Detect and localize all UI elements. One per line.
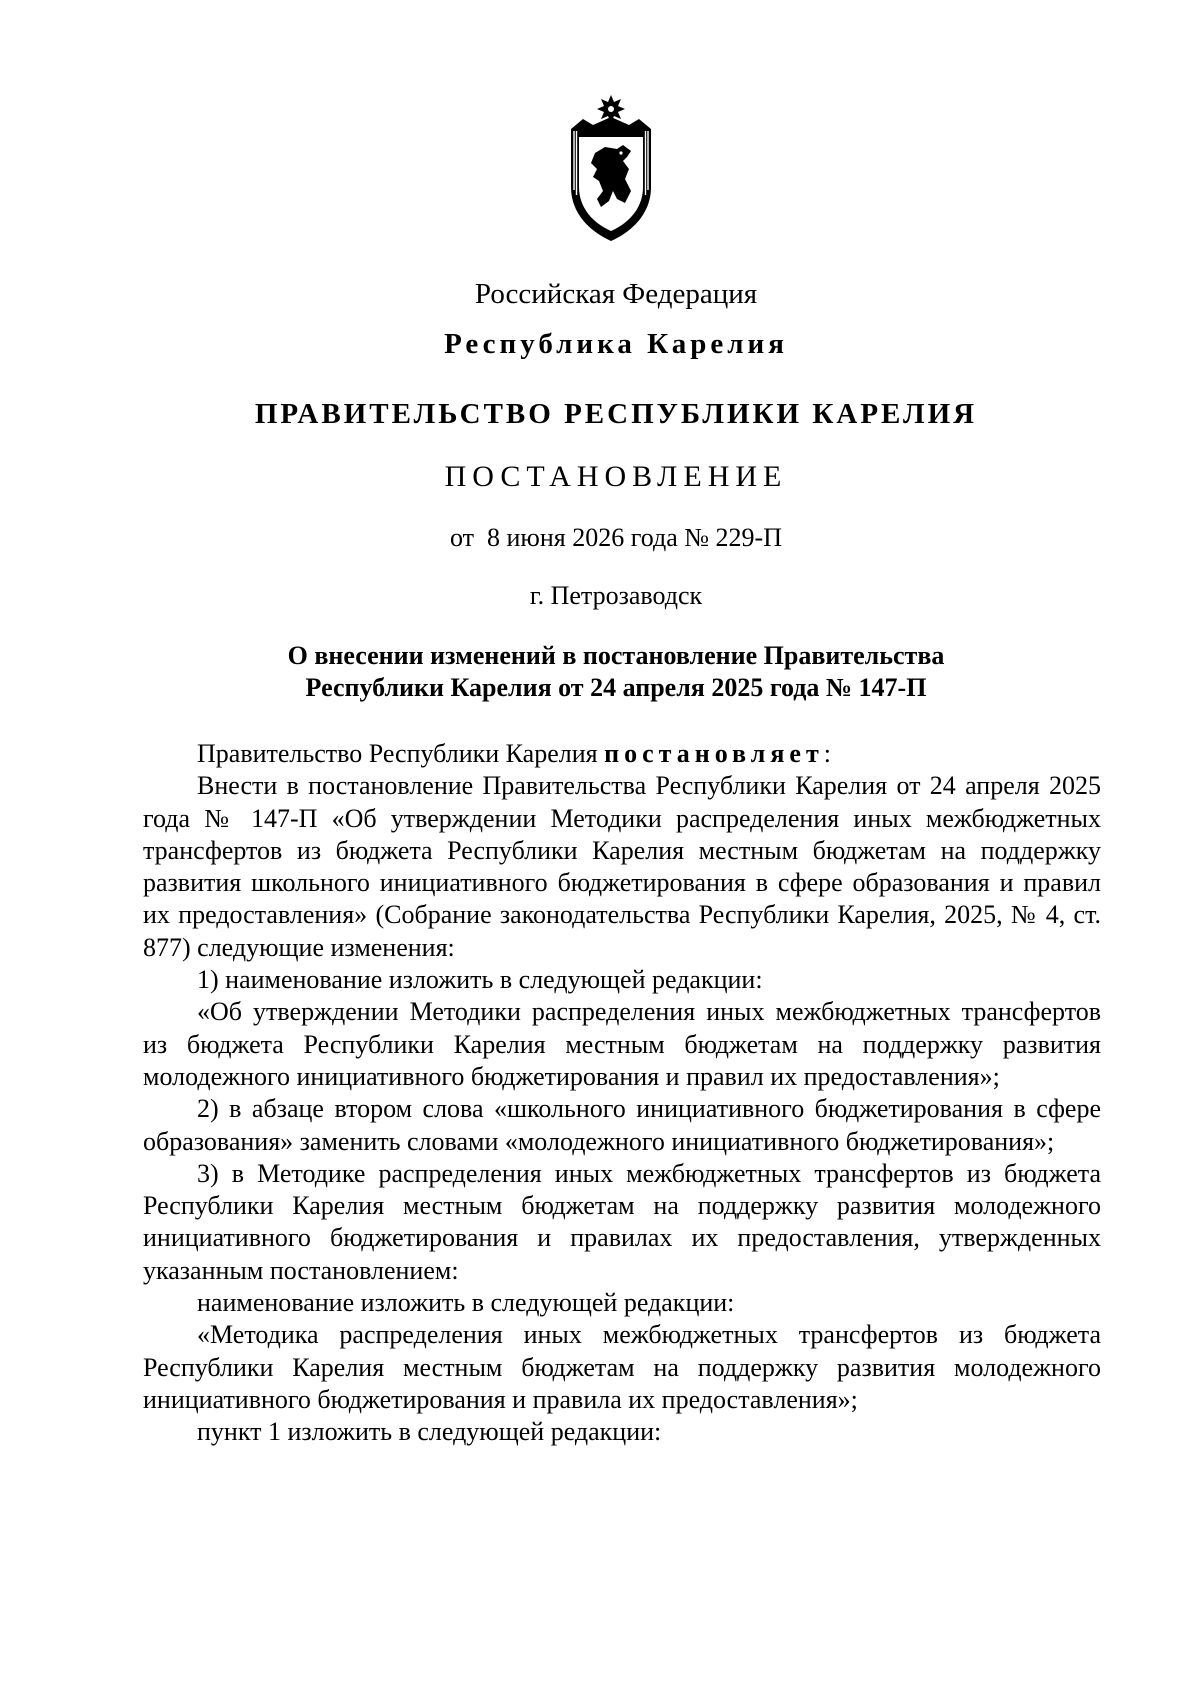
intro-colon: : (823, 739, 831, 768)
intro-paragraph (143, 738, 1101, 770)
document-date-number: от 8 июня 2026 года № 229-П (449, 523, 782, 552)
document-title-line-2: Республики Карелия от 24 апреля 2025 года № 147-П (305, 673, 927, 702)
body-paragraph: 3) в Методике распределения иных межбюджетных трансфертов из бюджета Республики Карелия местным бюджетам на поддержку развития молодежного инициативного бюджетирования и правилах их предоставления, утвержденных указанным постановлением: (143, 1158, 1101, 1285)
document-body (143, 738, 1101, 1449)
country-name: Российская Федерация (474, 278, 758, 310)
body-paragraph: наименование изложить в следующей редакции: (197, 1288, 735, 1318)
body-paragraph: «Методика распределения иных межбюджетных трансфертов из бюджета Республики Карелия местным бюджетам на поддержку развития молодежного инициативного бюджетирования и правила их предоставления»; (143, 1320, 1101, 1414)
body-paragraph: 2) в абзаце втором слова «школьного инициативного бюджетирования в сфере образования» заменить словами «молодежного инициативного бюджетирования»; (143, 1094, 1101, 1156)
intro-emphasis: постановляет (604, 739, 824, 768)
karelia-coat-of-arms-icon (565, 95, 657, 243)
republic-name: Республика Карелия (444, 328, 788, 360)
document-type: ПОСТАНОВЛЕНИЕ (444, 460, 788, 493)
government-name: ПРАВИТЕЛЬСТВО РЕСПУБЛИКИ КАРЕЛИЯ (254, 398, 978, 430)
document-city: г. Петрозаводск (529, 581, 703, 610)
body-paragraph: Внести в постановление Правительства Республики Карелия от 24 апреля 2025 года № 147-П «Об утверждении Методики распределения иных межбюджетных трансфертов из бюджета Республики Карелия местным бюджетам на поддержку развития школьного инициативного бюджетирования в сфере образования и правил их предоставления» (Собрание законодательства Республики Карелия, 2025, № 4, ст. 877) следующие изменения: (143, 771, 1101, 962)
intro-text: Правительство Республики Карелия (197, 739, 605, 768)
body-paragraph: 1) наименование изложить в следующей редакции: (197, 965, 763, 995)
document-title (0, 640, 1200, 704)
body-paragraph: пункт 1 изложить в следующей редакции: (197, 1417, 662, 1447)
body-paragraph: «Об утверждении Методики распределения иных межбюджетных трансфертов из бюджета Республики Карелия местным бюджетам на поддержку развития молодежного инициативного бюджетирования и правил их предоставления»; (143, 997, 1101, 1091)
document-title-line-1: О внесении изменений в постановление Правительства (287, 641, 945, 670)
